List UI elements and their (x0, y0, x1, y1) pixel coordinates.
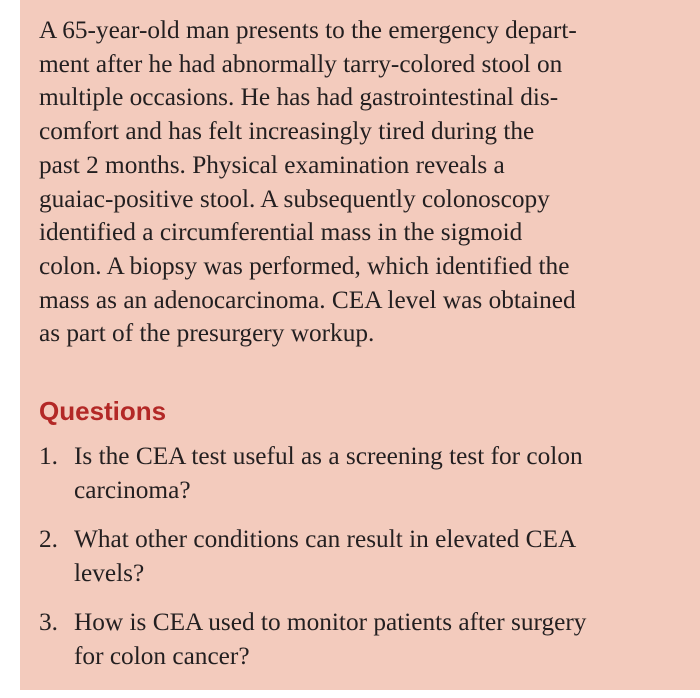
questions-list (39, 440, 680, 673)
case-line: ment after he had abnormally tarry-colored stool on (39, 49, 563, 78)
case-line: as part of the presurgery workup. (39, 319, 375, 348)
question-text-line: Is the CEA test useful as a screening test for colon (74, 442, 583, 471)
case-line: mass as an adenocarcinoma. CEA level was obtained (39, 285, 576, 314)
case-line: past 2 months. Physical examination reveals a (39, 150, 505, 179)
question-text-line: How is CEA used to monitor patients after surgery (74, 608, 587, 637)
question-number: 1. (39, 442, 58, 471)
case-line: multiple occasions. He has had gastrointestinal dis- (39, 83, 559, 112)
question-text-line: What other conditions can result in elevated CEA (74, 525, 577, 554)
case-line: guaiac-positive stool. A subsequently colonoscopy (39, 184, 550, 213)
question-item-2 (39, 523, 680, 590)
case-line: comfort and has felt increasingly tired during the (39, 117, 535, 146)
questions-heading: Questions (39, 396, 167, 427)
question-text-line: levels? (74, 558, 145, 587)
question-item-1 (39, 440, 680, 507)
case-line: A 65-year-old man presents to the emergency depart- (39, 16, 577, 44)
question-text-line: carcinoma? (74, 475, 191, 504)
question-number: 2. (39, 525, 58, 554)
case-study-box (20, 0, 700, 690)
question-text-line: for colon cancer? (74, 641, 250, 670)
case-description (39, 14, 680, 351)
question-item-3 (39, 606, 680, 673)
question-number: 3. (39, 608, 58, 637)
case-line: colon. A biopsy was performed, which identified the (39, 251, 570, 280)
case-line: identified a circumferential mass in the sigmoid (39, 218, 523, 247)
